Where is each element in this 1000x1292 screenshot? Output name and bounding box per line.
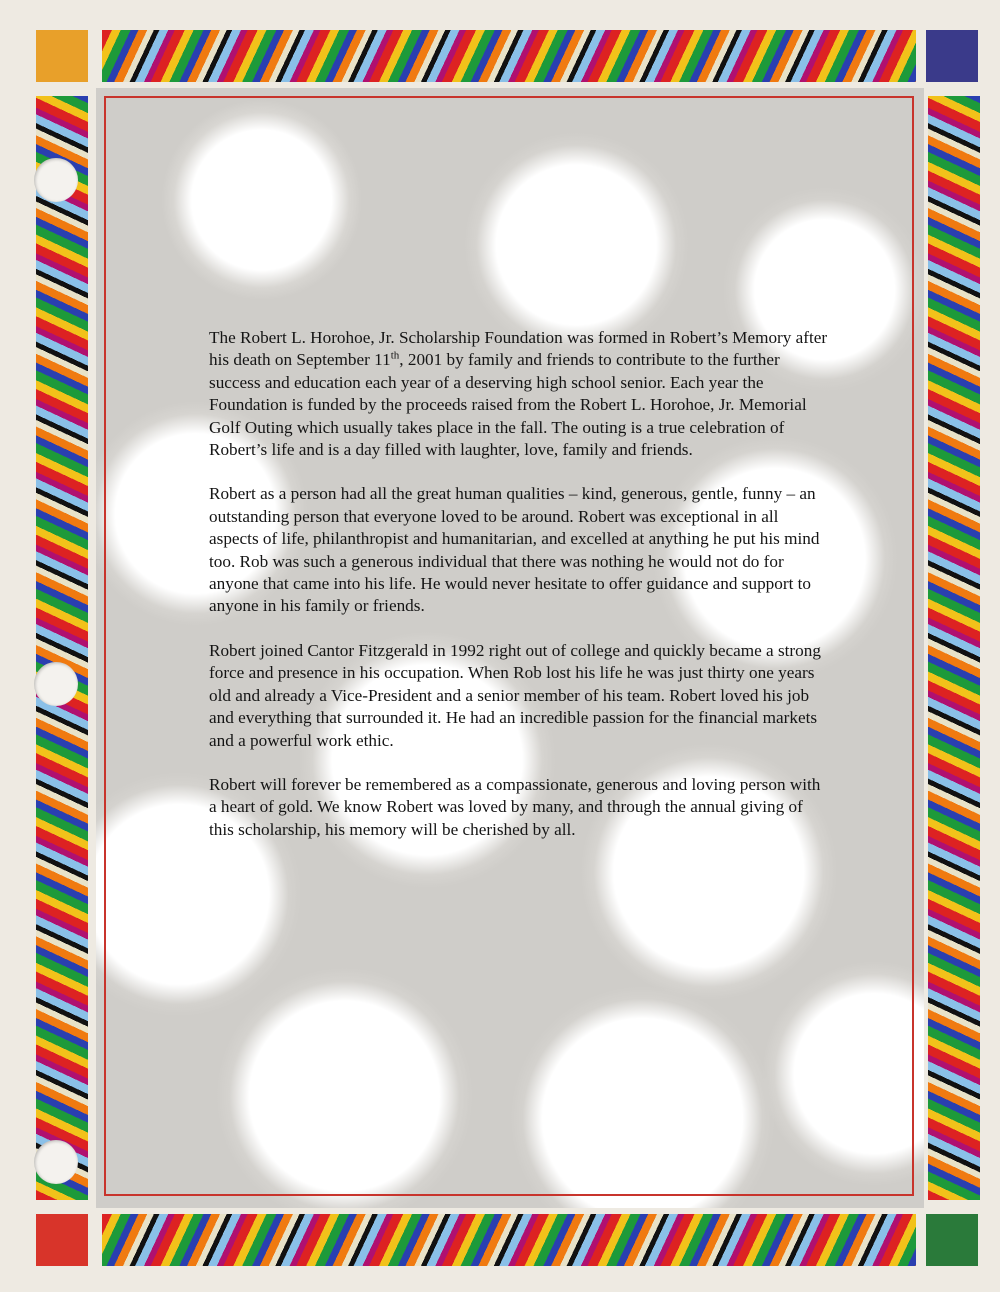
paragraph-1-end: , 2001 by family and friends to contribute to the further success and education each year of a deserving high school senior. Each year the Foundation is funded by the proceeds raised from the Robert L. Horohoe, Jr. Memorial Golf Outing which usually takes place in the fall. The outing is a true celebration of Robert’s life and is a day filled with laughter, love, family and friends. bbox=[209, 350, 807, 460]
memorial-text bbox=[209, 327, 829, 863]
golf-tees-border-right bbox=[928, 96, 980, 1200]
paragraph-person: Robert as a person had all the great human qualities – kind, generous, gentle, funny – an outstanding person that everyone loved to be around. Robert was exceptional in all aspects of life, philanthropist and humanitarian, and excelled at anything he put his mind too. Rob was such a generous individual that there was nothing he would not do for anyone that came into his life. He would never hesitate to offer guidance and support to anyone in his family or friends. bbox=[209, 484, 820, 616]
paragraph-career: Robert joined Cantor Fitzgerald in 1992 right out of college and quickly became a strong force and presence in his occupation. When Rob lost his life he was just thirty one years old and already a Vice-President and a senior member of his team. Robert loved his job and everything that surrounded it. He had an incredible passion for the financial markets and a powerful work ethic. bbox=[209, 640, 821, 750]
paragraph-1-start: The Robert L. Horohoe, Jr. Scholarship Foundation was formed in Robert’s Memory after his death on September 11 bbox=[209, 328, 828, 370]
golf-tees-border-left bbox=[36, 96, 88, 1200]
corner-square-bottom-right bbox=[926, 1214, 978, 1266]
corner-square-top-left bbox=[36, 30, 88, 82]
binder-hole-top bbox=[34, 158, 78, 202]
golf-tees-border-bottom bbox=[102, 1214, 916, 1266]
corner-square-bottom-left bbox=[36, 1214, 88, 1266]
binder-hole-bottom bbox=[34, 1140, 78, 1184]
date-ordinal-superscript: th bbox=[390, 349, 400, 362]
binder-hole-middle bbox=[34, 662, 78, 706]
paragraph-remembrance: Robert will forever be remembered as a compassionate, generous and loving person with a heart of gold. We know Robert was loved by many, and through the annual giving of this scholarship, his memory will be cherished by all. bbox=[209, 774, 821, 839]
corner-square-top-right bbox=[926, 30, 978, 82]
golf-tees-border-top bbox=[102, 30, 916, 82]
paragraph-foundation bbox=[209, 327, 829, 461]
